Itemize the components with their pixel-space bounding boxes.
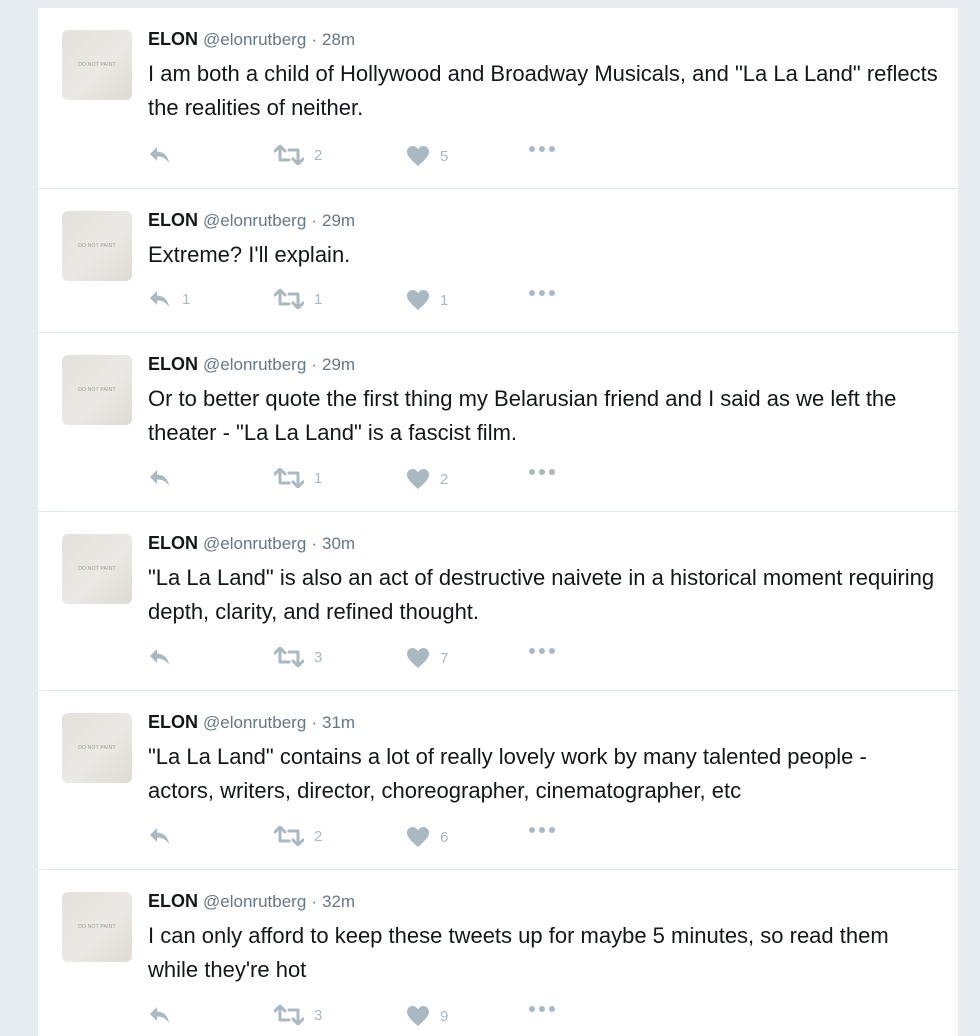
retweet-icon <box>274 289 304 309</box>
avatar-logo-text: DO NOT PAINT <box>78 924 116 930</box>
like-button[interactable] <box>406 826 448 848</box>
author-name[interactable]: ELON <box>148 210 199 230</box>
retweet-icon <box>274 468 304 488</box>
retweet-button[interactable] <box>274 647 322 667</box>
separator: · <box>311 713 317 732</box>
tweet[interactable] <box>38 8 958 189</box>
retweet-icon <box>274 1005 304 1025</box>
reply-icon <box>148 145 172 165</box>
timestamp[interactable]: 29m <box>322 355 356 374</box>
heart-icon <box>406 145 430 167</box>
tweet-header <box>148 28 938 51</box>
like-button[interactable] <box>406 1005 448 1027</box>
tweet-text: I can only afford to keep these tweets up for maybe 5 minutes, so read them while they're hot <box>148 923 889 982</box>
heart-icon <box>406 826 430 848</box>
reply-button[interactable] <box>148 289 190 309</box>
retweet-count: 2 <box>314 827 323 845</box>
like-count: 7 <box>440 649 449 667</box>
timestamp[interactable]: 30m <box>322 534 356 553</box>
retweet-count: 3 <box>314 1006 323 1024</box>
reply-count: 1 <box>182 290 191 308</box>
author-handle[interactable]: @elonrutberg <box>203 534 307 553</box>
retweet-icon <box>274 826 304 846</box>
avatar[interactable] <box>62 211 132 281</box>
more-button[interactable] <box>528 145 556 153</box>
reply-icon <box>148 1005 172 1025</box>
tweet-timeline <box>38 8 958 1036</box>
author-name[interactable]: ELON <box>148 533 199 553</box>
like-button[interactable] <box>406 647 448 669</box>
author-name[interactable]: ELON <box>148 712 199 732</box>
more-button[interactable] <box>528 1005 556 1013</box>
reply-icon <box>148 468 172 488</box>
tweet-text: "La La Land" is also an act of destructive naivete in a historical moment requiring depth, clarity, and refined thought. <box>148 565 935 624</box>
timestamp[interactable]: 29m <box>322 211 356 230</box>
tweet-header <box>148 353 938 376</box>
author-handle[interactable]: @elonrutberg <box>203 211 307 230</box>
avatar-logo-text: DO NOT PAINT <box>78 566 116 572</box>
avatar[interactable] <box>62 713 132 783</box>
more-button[interactable] <box>528 826 556 834</box>
reply-button[interactable] <box>148 647 182 667</box>
separator: · <box>311 534 317 553</box>
more-icon <box>528 1005 556 1013</box>
tweet-text: Or to better quote the first thing my Belarusian friend and I said as we left the theater - "La La Land" is a fascist film. <box>148 386 897 445</box>
retweet-button[interactable] <box>274 145 322 165</box>
avatar[interactable] <box>62 534 132 604</box>
like-count: 5 <box>440 147 449 165</box>
reply-button[interactable] <box>148 468 182 488</box>
retweet-button[interactable] <box>274 289 322 309</box>
avatar[interactable] <box>62 892 132 962</box>
tweet-text: "La La Land" contains a lot of really lovely work by many talented people - actors, writers, director, choreographer, cinematographer, etc <box>148 744 867 803</box>
tweet[interactable] <box>38 512 958 691</box>
like-button[interactable] <box>406 468 448 490</box>
separator: · <box>311 892 317 911</box>
avatar[interactable] <box>62 30 132 100</box>
tweet-text: I am both a child of Hollywood and Broadway Musicals, and "La La Land" reflects the realities of neither. <box>148 61 938 120</box>
heart-icon <box>406 289 430 311</box>
retweet-count: 1 <box>314 469 323 487</box>
like-count: 2 <box>440 470 449 488</box>
separator: · <box>311 30 317 49</box>
author-handle[interactable]: @elonrutberg <box>203 713 307 732</box>
tweet-header <box>148 532 938 555</box>
reply-icon <box>148 826 172 846</box>
like-button[interactable] <box>406 145 448 167</box>
tweet-header <box>148 711 938 734</box>
heart-icon <box>406 1005 430 1027</box>
separator: · <box>311 211 317 230</box>
timestamp[interactable]: 28m <box>322 30 356 49</box>
more-button[interactable] <box>528 289 556 297</box>
retweet-button[interactable] <box>274 468 322 488</box>
reply-icon <box>148 647 172 667</box>
more-icon <box>528 826 556 834</box>
retweet-count: 2 <box>314 146 323 164</box>
tweet-text: Extreme? I'll explain. <box>148 242 351 267</box>
retweet-button[interactable] <box>274 1005 322 1025</box>
separator: · <box>311 355 317 374</box>
like-count: 6 <box>440 828 449 846</box>
retweet-icon <box>274 647 304 667</box>
author-name[interactable]: ELON <box>148 29 199 49</box>
author-name[interactable]: ELON <box>148 891 199 911</box>
like-count: 9 <box>440 1007 449 1025</box>
tweet[interactable] <box>38 691 958 870</box>
heart-icon <box>406 468 430 490</box>
reply-button[interactable] <box>148 145 182 165</box>
avatar-logo-text: DO NOT PAINT <box>78 62 116 68</box>
author-handle[interactable]: @elonrutberg <box>203 355 307 374</box>
more-button[interactable] <box>528 468 556 476</box>
retweet-count: 1 <box>314 290 323 308</box>
more-icon <box>528 145 556 153</box>
timestamp[interactable]: 31m <box>322 713 356 732</box>
like-button[interactable] <box>406 289 448 311</box>
reply-icon <box>148 289 172 309</box>
retweet-icon <box>274 145 304 165</box>
tweet[interactable] <box>38 870 958 1036</box>
heart-icon <box>406 647 430 669</box>
avatar[interactable] <box>62 355 132 425</box>
author-handle[interactable]: @elonrutberg <box>203 30 307 49</box>
avatar-logo-text: DO NOT PAINT <box>78 745 116 751</box>
more-button[interactable] <box>528 647 556 655</box>
like-count: 1 <box>440 291 449 309</box>
retweet-button[interactable] <box>274 826 322 846</box>
reply-button[interactable] <box>148 1005 182 1025</box>
author-handle[interactable]: @elonrutberg <box>203 892 307 911</box>
avatar-logo-text: DO NOT PAINT <box>78 243 116 249</box>
more-icon <box>528 647 556 655</box>
reply-button[interactable] <box>148 826 182 846</box>
author-name[interactable]: ELON <box>148 354 199 374</box>
more-icon <box>528 289 556 297</box>
retweet-count: 3 <box>314 648 323 666</box>
tweet[interactable] <box>38 189 958 333</box>
timestamp[interactable]: 32m <box>322 892 356 911</box>
avatar-logo-text: DO NOT PAINT <box>78 387 116 393</box>
tweet-header <box>148 890 938 913</box>
tweet[interactable] <box>38 333 958 512</box>
tweet-header <box>148 209 938 232</box>
more-icon <box>528 468 556 476</box>
